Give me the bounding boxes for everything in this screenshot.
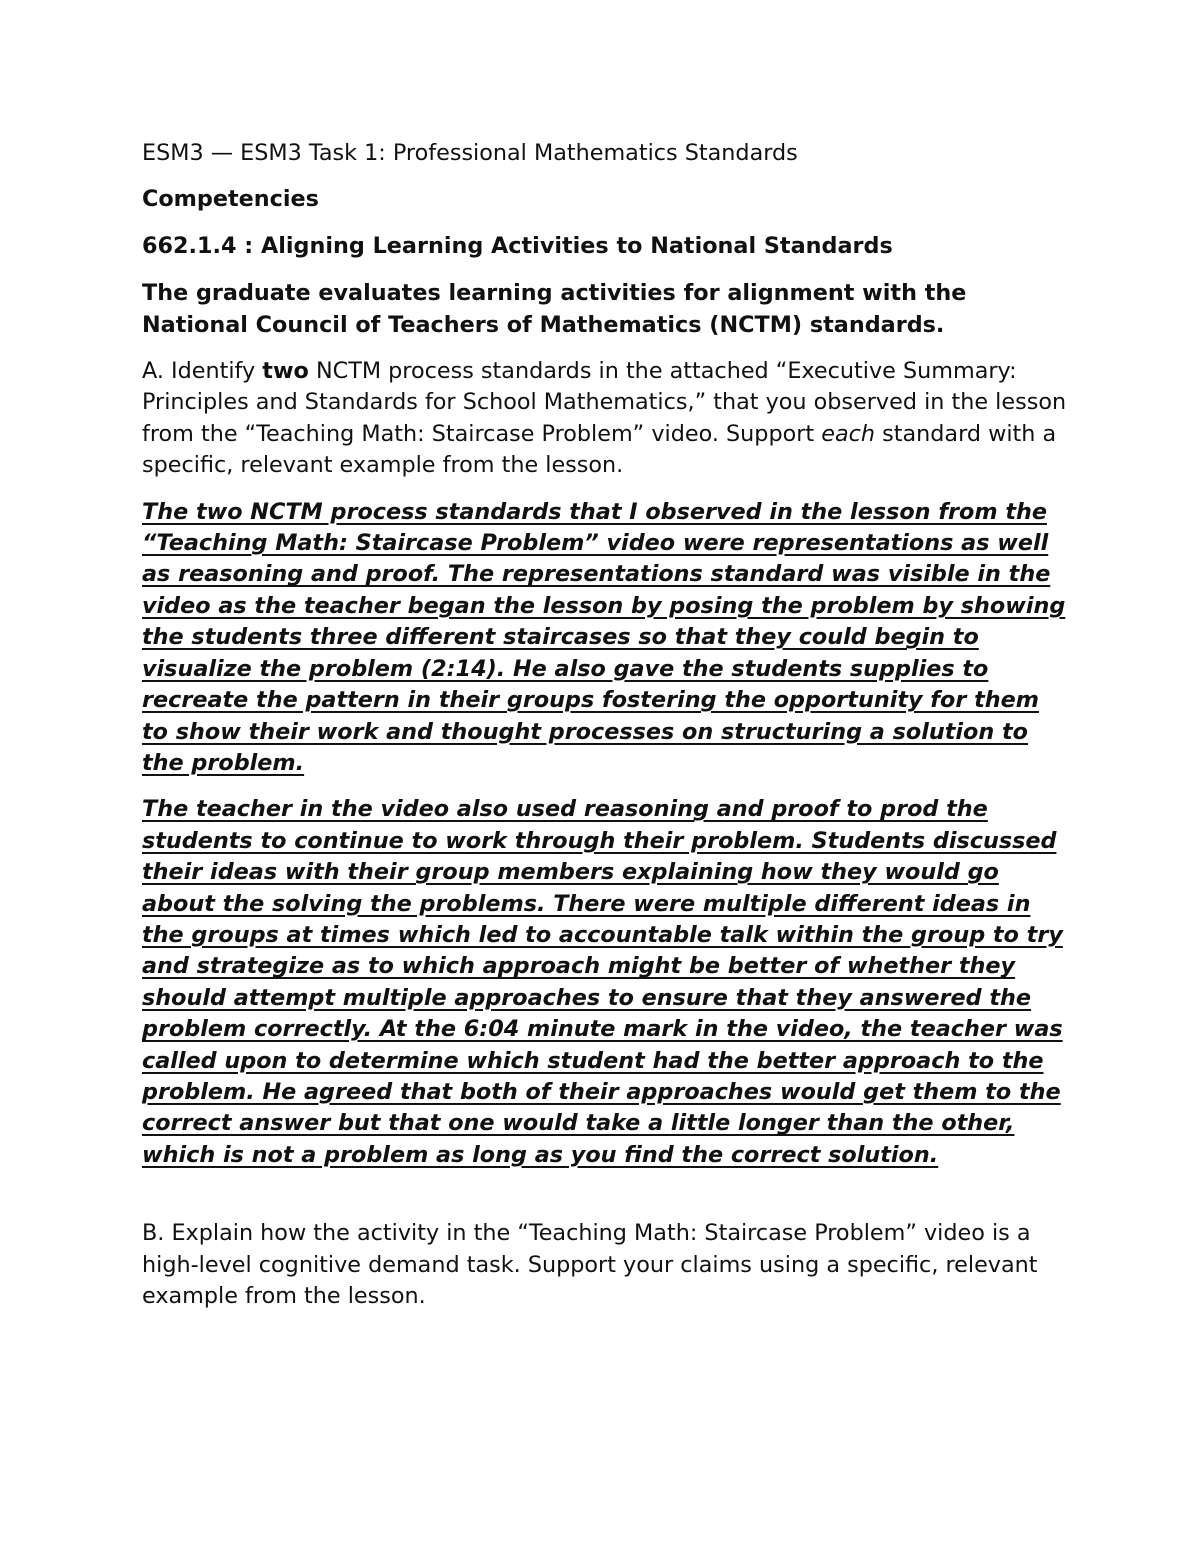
answer-a-paragraph-1: The two NCTM process standards that I observed in the lesson from the “Teaching Math: Staircase Problem” video were representations as well as reasoning and proof. The representations standard was visible in the video as the teacher began the lesson by posing the problem by showing the students three different staircases so that they could begin to visualize the problem (2:14). He also gave the students supplies to recreate the pattern in their groups fostering the opportunity for them to show their work and thought processes on structuring a solution to the problem.: [142, 498, 1066, 776]
document-title: ESM3 — ESM3 Task 1: Professional Mathematics Standards: [142, 140, 798, 166]
question-a: [142, 356, 1067, 482]
question-a-text-1: A. Identify: [142, 358, 263, 385]
competency-heading: 662.1.4 : Aligning Learning Activities to National Standards: [142, 232, 893, 259]
question-a-bold: two: [262, 358, 309, 385]
answer-a-paragraph-2: The teacher in the video also used reasoning and proof to prod the students to continue to work through their problem. Students discussed their ideas with their group members explaining how they would go about the solving the problems. There were multiple different ideas in the groups at times which led to accountable talk within the group to try and strategize as to which approach might be better of whether they should attempt multiple approaches to ensure that they answered the problem correctly. At the 6:04 minute mark in the video, the teacher was called upon to determine which student had the better approach to the problem. He agreed that both of their approaches would get them to the correct answer but that one would take a little longer than the other, which is not a problem as long as you find the correct solution.: [142, 796, 1063, 1168]
competency-statement: The graduate evaluates learning activities for alignment with the National Council of Teachers of Mathematics (NCTM) standards.: [142, 280, 967, 338]
document-page: [142, 138, 1067, 1312]
question-a-italic: each: [821, 420, 876, 447]
question-a-text-2: NCTM process standards in the attached “Executive Summary: Principles and Standards for School Mathematics,” that you observed in the lesson from the “Teaching Math: Staircase Problem” video. Support: [142, 358, 1067, 447]
competencies-heading: Competencies: [142, 186, 319, 213]
question-b: B. Explain how the activity in the “Teaching Math: Staircase Problem” video is a high-level cognitive demand task. Support your claims using a specific, relevant example from the lesson.: [142, 1220, 1038, 1309]
question-a-text-3: standard with a specific, relevant example from the lesson.: [142, 420, 1057, 479]
